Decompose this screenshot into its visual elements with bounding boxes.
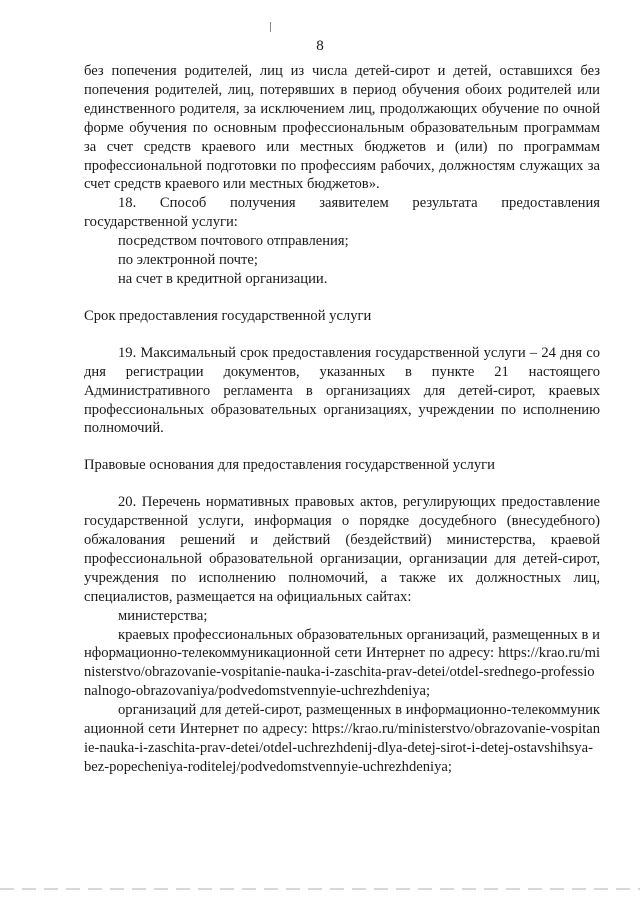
scan-edge xyxy=(0,888,640,890)
paragraph-h-legal: Правовые основания для предоставления государственной услуги xyxy=(84,457,495,474)
paragraph-p-18-b: по электронной почте; xyxy=(118,252,258,269)
document-body xyxy=(84,62,600,777)
paragraph-p-continuation: без попечения родителей, лиц из числа детей-сирот и детей, оставшихся без попечения родителей, лиц, потерявших в период обучения обоих родителей или единственного родителя, за исключением лиц, продолжающих обучение по очной форме обучения по основным профессиональным образовательным программам за счет средств краевого или местных бюджетов и (или) по программам профессиональной подготовки по профессиям рабочих, должностям служащих за счет средств краевого или местных бюджетов». xyxy=(84,63,600,193)
page-number: 8 xyxy=(316,38,324,54)
scan-mark xyxy=(270,22,271,32)
paragraph-p-19: 19. Максимальный срок предоставления государственной услуги – 24 дня со дня регистрации документов, указанных в пункте 21 настоящего Административного регламента в организациях для детей-сирот, краевых профессиональных образовательных организациях, учреждении по исполнению полномочий. xyxy=(84,344,600,437)
paragraph-h-term: Срок предоставления государственной услуги xyxy=(84,307,372,324)
paragraph-p-18: 18. Способ получения заявителем результата предоставления государственной услуги: xyxy=(84,195,600,231)
paragraph-p-20: 20. Перечень нормативных правовых актов, регулирующих предоставление государственной услуги, информация о порядке досудебного (внесудебного) обжалования решений и действий (бездействий) министерства, краевой профессиональной образовательной организации, организации для детей-сирот, учреждения по исполнению полномочий, а также их должностных лиц, специалистов, размещается на официальных сайтах: xyxy=(84,494,600,605)
paragraph-p-18-c: на счет в кредитной организации. xyxy=(118,270,328,287)
paragraph-p-20-c: организаций для детей-сирот, размещенных в информационно-телекоммуникационной сети Интернет по адресу: https://krao.ru/ministerstvo/obrazovanie-vospitanie-nauka-i-zaschita-prav-detei/otdel-uchrezhdenij-dlya-detej-sirot-i-detej-ostavshihsya-bez-popecheniya-roditelej/podvedomstvennyie-uchrezhdeniya; xyxy=(84,702,600,775)
paragraph-p-20-a: министерства; xyxy=(118,607,208,624)
paragraph-p-20-b: краевых профессиональных образовательных организаций, размещенных в информационно-телекоммуникационной сети Интернет по адресу: https://krao.ru/ministerstvo/obrazovanie-vospitanie-nauka-i-zaschita-prav-detei/otdel-srednego-professionalnogo-obrazovaniya/podvedomstvennyie-uchrezhdeniya; xyxy=(84,626,600,700)
paragraph-p-18-a: посредством почтового отправления; xyxy=(118,233,349,250)
